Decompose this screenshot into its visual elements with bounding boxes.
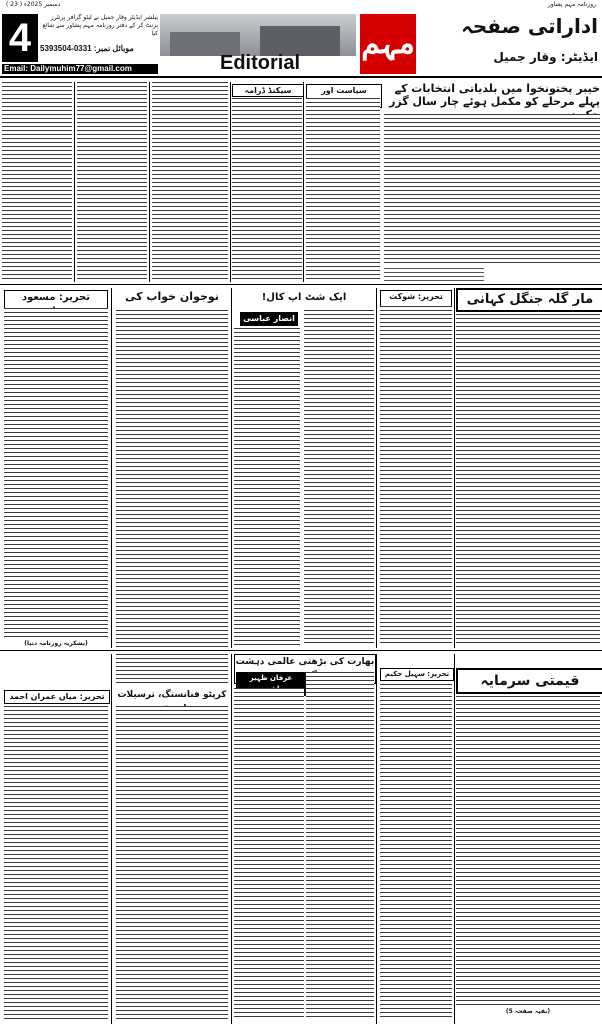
text-column [116, 654, 228, 684]
story-title: ایک شٹ اپ کال! [234, 290, 374, 306]
text-column [116, 310, 228, 650]
lead-headline: خیبر پختونخوا میں بلدیاتی انتخابات کے پہلے مرحلے کو مکمل ہوئے چار سال گزر [384, 82, 600, 112]
lead-text [384, 114, 600, 266]
text-column [306, 672, 374, 1020]
continued-note: (بقیہ صفحہ 5) [456, 1008, 600, 1015]
phone-value: 0331-5393504 [40, 44, 92, 53]
text-column [232, 98, 302, 282]
column-title: سیاست اور [306, 84, 382, 108]
text-column [456, 314, 600, 646]
page-title: اداراتی صفحہ [461, 14, 598, 38]
story-byline: عرفان ظہیر [236, 672, 306, 696]
text-column [116, 706, 228, 1020]
masthead-photo [160, 14, 356, 56]
text-column [380, 684, 452, 1020]
text-column [4, 308, 108, 638]
text-column [306, 98, 380, 282]
publisher-note: پبلشر ایڈیٹر وقار جمیل نے لیٹو گرافر پرنٹرز پرنٹ کر کے دفتر روزنامہ مہم پشاور سے شائع کیا [42, 14, 158, 37]
text-column [2, 82, 72, 282]
paper-name: روزنامہ مہم پشاور [547, 1, 596, 8]
story-byline: تحریر: مسعود [4, 290, 108, 320]
story-title: نوجوان خواب کی [116, 288, 228, 325]
issue-date: ( 23 ) دسمبر 2025ء [6, 1, 61, 8]
story-title: کرپٹو فنانسنگ، ترسیلات [116, 688, 228, 716]
text-column [234, 328, 300, 646]
editor-name: ایڈیٹر: وقار جمیل [493, 50, 598, 64]
lead-text [384, 268, 484, 282]
text-column [234, 688, 304, 1020]
column-title: سیکنڈ ڈرامہ [232, 84, 304, 97]
story-byline: تحریر: میاں عمران احمد [4, 690, 110, 704]
date-line [0, 0, 602, 10]
text-column [380, 306, 452, 646]
text-column [152, 82, 228, 282]
text-column [456, 696, 600, 1006]
page-number: 4 [2, 14, 38, 62]
story-byline: تحریر: شوکت [380, 290, 452, 314]
newspaper-logo: مہم [360, 14, 416, 74]
email-address: Email: Dailymuhim77@gmail.com [2, 64, 158, 74]
story-title: قیمتی سرمایہ [456, 668, 602, 694]
mobile-label: موبائل نمبر: [93, 44, 134, 53]
text-column [77, 82, 147, 282]
text-column [4, 706, 108, 1020]
story-byline: تحریر: سہیل حکیم [380, 668, 454, 681]
story-title: مار گلہ جنگل کہانی [456, 288, 602, 312]
text-column [304, 310, 374, 646]
phone-number [40, 44, 158, 53]
section-label: Editorial [219, 52, 300, 74]
story-title: بھارت کی بڑھتی عالمی دہشت [234, 654, 376, 684]
credit-note: (بشکریہ روزنامہ دنیا) [4, 640, 108, 647]
story-byline: انصار عباسی [240, 312, 298, 326]
